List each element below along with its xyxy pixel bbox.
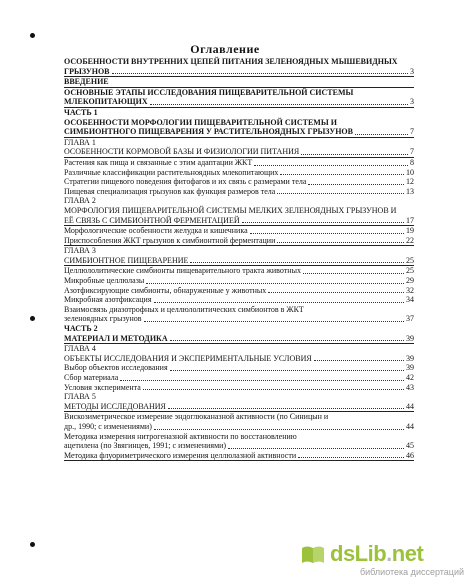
toc-entry-text: Морфологические особенности желудка и кишечника (64, 226, 248, 236)
toc-line (64, 324, 414, 334)
toc-entry-text: Целлюлолитические симбионты пищеварительного тракта животных (64, 266, 301, 276)
toc-entry (64, 187, 414, 197)
toc-entry-text: Пищевая специализация грызунов как функция размеров тела (64, 186, 276, 196)
dot-leader (301, 154, 408, 155)
toc-page-number: 3 (410, 66, 414, 76)
toc-page-number: 37 (406, 314, 414, 324)
toc-page-number: 17 (406, 215, 414, 225)
watermark-brand-tld: net (391, 541, 424, 566)
dot-leader (120, 380, 404, 381)
toc-entry (64, 276, 414, 286)
dot-leader (170, 370, 404, 371)
toc-entry (64, 158, 414, 168)
toc-line (64, 373, 414, 383)
toc-page-number: 34 (406, 295, 414, 305)
toc-entry (64, 451, 414, 462)
toc-entry-text: ГЛАВА 2 (64, 196, 96, 206)
toc-line (64, 392, 414, 402)
toc-entry-text: ЧАСТЬ 1 (64, 107, 98, 117)
toc-entry-text: Выбор объектов исследования (64, 363, 168, 373)
toc-entry-text: ОСНОВНЫЕ ЭТАПЫ ИССЛЕДОВАНИЯ ПИЩЕВАРИТЕЛЬНОЙ СИСТЕМЫ (64, 87, 354, 97)
toc-entry (64, 177, 414, 187)
dot-leader (146, 283, 404, 284)
toc-entry (64, 402, 414, 413)
toc-page-number: 7 (410, 147, 414, 157)
toc-page-number: 44 (406, 401, 414, 411)
toc-entry (64, 246, 414, 256)
watermark-brand-sep: . (386, 541, 392, 566)
toc-line (64, 412, 414, 422)
toc-entry (64, 383, 414, 393)
toc-entry (64, 88, 414, 108)
toc-line (64, 216, 414, 227)
toc-line (64, 363, 414, 373)
hole-punch-top (30, 33, 35, 38)
toc-entry-text: Растения как пища и связанные с этим адаптации ЖКТ (64, 157, 253, 167)
dot-leader (154, 429, 404, 430)
hole-punch-bottom (30, 542, 35, 547)
toc-entry (64, 266, 414, 276)
toc-entry (64, 118, 414, 138)
toc-page-number: 44 (406, 421, 414, 431)
toc-entry (64, 147, 414, 158)
toc-entry (64, 373, 414, 383)
toc-entry-text: СИМБИОНТНОЕ ПИЩЕВАРЕНИЕ (64, 255, 189, 265)
dot-leader (150, 104, 408, 105)
toc-line (64, 432, 414, 442)
toc-line (64, 441, 414, 451)
toc-page-number: 22 (406, 235, 414, 245)
toc-page-number: 19 (406, 226, 414, 236)
toc-entry (64, 432, 414, 451)
toc-entry (64, 363, 414, 373)
toc-entry (64, 196, 414, 206)
dot-leader (143, 389, 404, 390)
toc-entry-text: Микробная азотфиксация (64, 295, 152, 305)
toc-entry (64, 305, 414, 324)
toc-entry-text: Взаимосвязь диазотрофных и целлюлолитических симбионтов в ЖКТ (64, 304, 304, 314)
toc-entry-text: ОСОБЕННОСТИ ВНУТРЕННИХ ЦЕПЕЙ ПИТАНИЯ ЗЕЛЕНОЯДНЫХ МЫШЕВИДНЫХ (64, 57, 398, 66)
toc-page-number: 25 (406, 255, 414, 265)
toc-line (64, 383, 414, 393)
toc-entry-text: Сбор материала (64, 373, 119, 382)
page-title: Оглавление (190, 42, 260, 56)
toc-entry (64, 206, 414, 226)
toc-page-number: 39 (406, 363, 414, 373)
toc-line (64, 88, 414, 98)
dot-leader (277, 242, 404, 243)
toc-entry-text: ЧАСТЬ 2 (64, 324, 98, 334)
toc-page-number: 46 (406, 450, 414, 460)
toc-entry-text: др., 1990; с изменениями) (64, 421, 152, 431)
toc-entry-text: Различные классификации растительноядных млекопитающих (64, 167, 279, 177)
toc-line (64, 187, 414, 197)
toc-line (64, 97, 414, 108)
toc-entry (64, 77, 414, 88)
toc-entry-text: Методика измерения нитрогеназной активности по восстановлению (64, 431, 297, 441)
toc-entry-text: зеленоядных грызунов (64, 314, 142, 324)
toc-line (64, 276, 414, 286)
toc-line (64, 286, 414, 296)
dot-leader (144, 321, 404, 322)
toc-line (64, 314, 414, 324)
toc-entry (64, 412, 414, 431)
toc-line (64, 402, 414, 413)
toc-line (64, 147, 414, 158)
toc-line (64, 344, 414, 354)
toc-page-number: 10 (406, 167, 414, 177)
dot-leader (303, 273, 404, 274)
toc-entry-text: Вискозиметрическое измерение эндоглюканазной активности (по Синицын и (64, 412, 329, 422)
toc-page-number: 13 (406, 186, 414, 196)
dot-leader (268, 292, 404, 293)
toc-entry (64, 236, 414, 247)
toc-entry (64, 344, 414, 354)
watermark-tagline: библиотека диссертаций (360, 567, 464, 577)
toc-line (64, 246, 414, 256)
dot-leader (314, 360, 404, 361)
toc-page-number: 45 (406, 441, 414, 451)
toc-entry-text: ацетилена (по Звягинцев, 1991; с изменениями) (64, 441, 227, 451)
toc-entry-text: МОРФОЛОГИЯ ПИЩЕВАРИТЕЛЬНОЙ СИСТЕМЫ МЕЛКИХ ЗЕЛЕНОЯДНЫХ ГРЫЗУНОВ И (64, 205, 397, 215)
toc-line (64, 451, 414, 462)
toc-entry-text: ОСОБЕННОСТИ МОРФОЛОГИИ ПИЩЕВАРИТЕЛЬНОЙ СИСТЕМЫ И (64, 117, 337, 127)
toc-line (64, 138, 414, 148)
dot-leader (242, 222, 404, 223)
toc-entry (64, 286, 414, 296)
toc-entry-text: ГЛАВА 5 (64, 392, 96, 402)
toc-entry-text: ГЛАВА 3 (64, 246, 96, 256)
toc-entry-text: ЕЁ СВЯЗЬ С СИМБИОНТНОЙ ФЕРМЕНТАЦИЕЙ (64, 215, 240, 225)
hole-punch-middle (30, 316, 35, 321)
toc-entry-text: Приспособления ЖКТ грызунов к симбионтной ферментации (64, 235, 276, 245)
dot-leader (355, 134, 408, 135)
toc-line (64, 108, 414, 118)
toc-entry-text: МЛЕКОПИТАЮЩИХ (64, 97, 148, 107)
dot-leader (250, 233, 404, 234)
watermark-logo (300, 541, 464, 582)
toc-entry (64, 57, 414, 77)
toc-line (64, 118, 414, 128)
toc-line (64, 354, 414, 364)
toc-entry-text: ГРЫЗУНОВ (64, 66, 110, 76)
dot-leader (112, 73, 408, 74)
toc-entry (64, 354, 414, 364)
toc-entry (64, 324, 414, 334)
toc-page-number: 8 (410, 157, 414, 167)
toc-line (64, 77, 414, 88)
toc-line (64, 57, 414, 67)
toc-entry-text: Методика флуориметрического измерения целлюлазной активности (64, 450, 297, 460)
toc-line (64, 422, 414, 432)
toc-page-number: 7 (410, 127, 414, 137)
table-of-contents (64, 57, 414, 461)
toc-entry (64, 295, 414, 305)
toc-entry-text: МЕТОДЫ ИССЛЕДОВАНИЯ (64, 401, 166, 411)
toc-entry (64, 168, 414, 178)
dot-leader (168, 408, 404, 409)
toc-entry (64, 108, 414, 118)
dot-leader (228, 448, 404, 449)
toc-line (64, 236, 414, 247)
toc-line (64, 226, 414, 236)
toc-line (64, 295, 414, 305)
toc-entry (64, 138, 414, 148)
toc-page-number: 39 (406, 333, 414, 343)
toc-line (64, 305, 414, 315)
toc-line (64, 168, 414, 178)
toc-line (64, 67, 414, 78)
dot-leader (170, 340, 404, 341)
toc-line (64, 334, 414, 345)
dot-leader (280, 174, 404, 175)
toc-entry (64, 226, 414, 236)
dot-leader (154, 302, 404, 303)
dot-leader (308, 184, 404, 185)
toc-page-number: 43 (406, 382, 414, 392)
toc-line (64, 266, 414, 276)
toc-line (64, 177, 414, 187)
dot-leader (298, 457, 404, 458)
toc-entry-text: ВВЕДЕНИЕ (64, 77, 109, 87)
toc-line (64, 158, 414, 168)
toc-entry-text: Микробные целлюлазы (64, 276, 145, 286)
watermark-brand (330, 541, 423, 567)
toc-line (64, 206, 414, 216)
toc-entry (64, 392, 414, 402)
dot-leader (277, 193, 404, 194)
toc-page-number: 42 (406, 373, 414, 382)
toc-entry-text: ОСОБЕННОСТИ КОРМОВОЙ БАЗЫ И ФИЗИОЛОГИИ ПИТАНИЯ (64, 147, 300, 157)
toc-page-number: 12 (406, 177, 414, 187)
toc-entry-text: МАТЕРИАЛ И МЕТОДИКА (64, 333, 168, 343)
toc-page-number: 39 (406, 353, 414, 363)
dot-leader (190, 262, 404, 263)
toc-entry-text: Азотфиксирующие симбионты, обнаруженные у животных (64, 285, 267, 295)
toc-page-number: 3 (410, 97, 414, 107)
toc-page-number: 29 (406, 276, 414, 286)
toc-entry-text: ОБЪЕКТЫ ИССЛЕДОВАНИЯ И ЭКСПЕРИМЕНТАЛЬНЫЕ УСЛОВИЯ (64, 353, 312, 363)
toc-entry-text: СИМБИОНТНОГО ПИЩЕВАРЕНИЯ У РАСТИТЕЛЬНОЯДНЫХ ГРЫЗУНОВ (64, 127, 353, 137)
toc-line (64, 196, 414, 206)
toc-page-number: 32 (406, 285, 414, 295)
toc-entry-text: Условия эксперимента (64, 382, 141, 392)
toc-entry (64, 334, 414, 345)
dot-leader (254, 165, 408, 166)
watermark-brand-main: dsLib (330, 541, 387, 566)
toc-page-number: 25 (406, 266, 414, 276)
toc-entry (64, 256, 414, 267)
toc-line (64, 256, 414, 267)
toc-line (64, 127, 414, 138)
toc-entry-text: Стратегии пищевого поведения фитофагов и их связь с размерами тела (64, 177, 307, 187)
toc-entry-text: ГЛАВА 1 (64, 137, 96, 147)
toc-entry-text: ГЛАВА 4 (64, 344, 96, 354)
book-icon (300, 543, 326, 565)
